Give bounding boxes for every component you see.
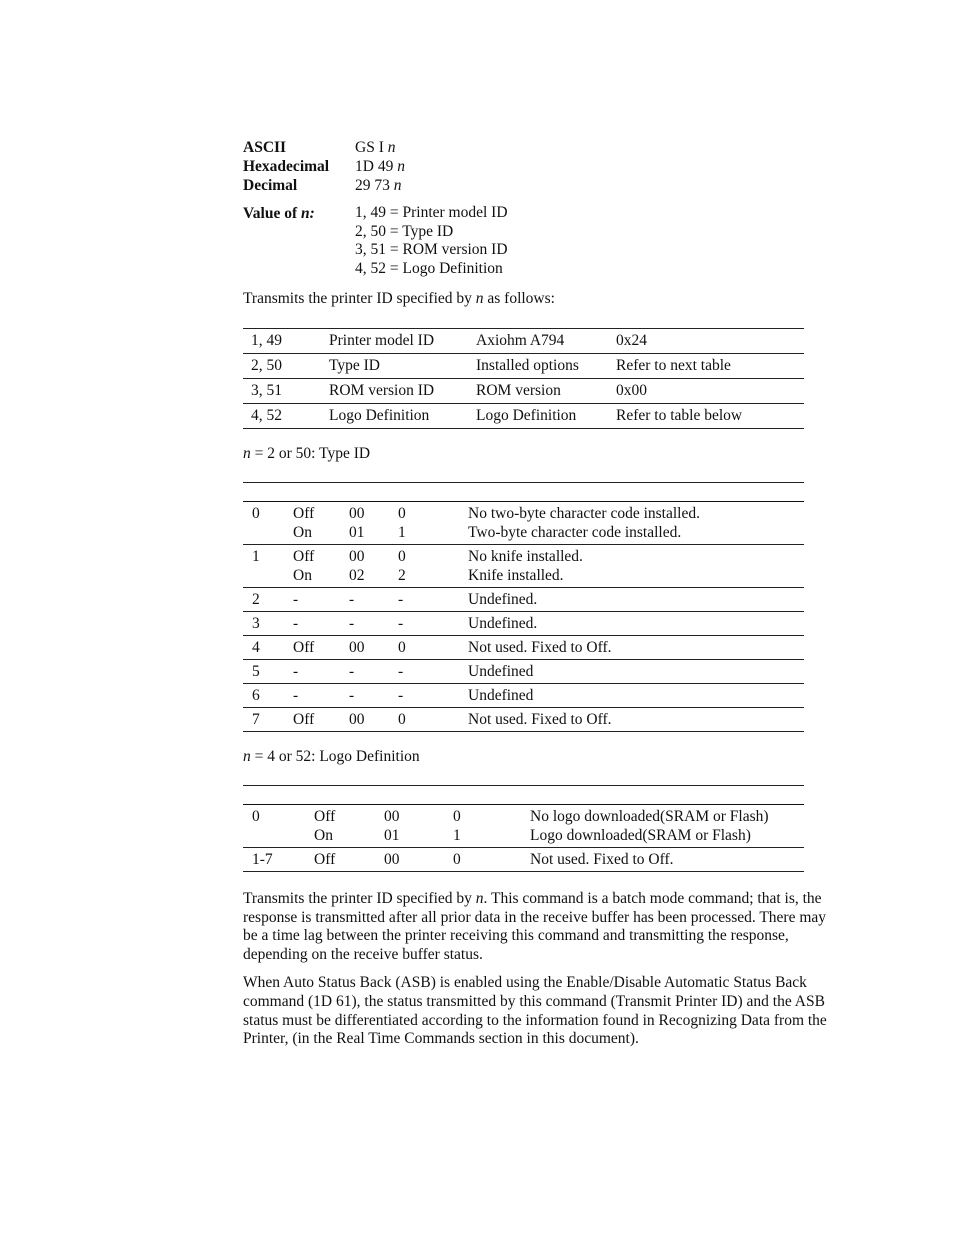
logo-bit-row (243, 847, 804, 871)
intro-text: Transmits the printer ID specified by n as follows: (243, 290, 555, 307)
desc-value: Two-byte character code installed. (468, 523, 682, 541)
type-id-caption: n = 2 or 50: Type ID (243, 444, 371, 462)
desc-value: Knife installed. (468, 566, 564, 584)
header-cell (284, 482, 340, 501)
hex-value: 00 (384, 850, 400, 868)
table-cell: 4, 52 (251, 406, 282, 424)
table-cell: Installed options (476, 356, 579, 374)
hex-value: 00 (349, 638, 365, 656)
state-value: On (314, 826, 333, 844)
command-codes (243, 138, 843, 195)
state-cell (284, 659, 340, 683)
header-cell (375, 785, 444, 804)
code-label: ASCII (243, 139, 287, 156)
table-cell: 0x00 (616, 381, 647, 399)
desc-value: Not used. Fixed to Off. (468, 638, 612, 656)
logo-definition-caption: n = 4 or 52: Logo Definition (243, 747, 420, 765)
code-label: Hexadecimal (243, 158, 330, 175)
value-list (355, 204, 508, 278)
state-cell (284, 611, 340, 635)
state-value: Off (314, 807, 336, 825)
state-value: - (293, 614, 299, 632)
printer-id-table (243, 328, 804, 429)
header-cell (389, 482, 459, 501)
bit-cell: 3 (252, 614, 260, 632)
table-cell: Printer model ID (329, 331, 435, 349)
type-id-bit-row (243, 707, 804, 731)
desc-cell (459, 501, 804, 544)
type-id-bit-row (243, 635, 804, 659)
hex-value: 01 (384, 826, 400, 844)
hex-value: - (349, 614, 355, 632)
header-cell (444, 785, 521, 804)
header-cell (243, 785, 305, 804)
state-cell (284, 587, 340, 611)
state-value: Off (293, 638, 315, 656)
printer-id-row (243, 403, 804, 428)
dec-value: - (398, 662, 404, 680)
type-id-bit-row (243, 544, 804, 587)
table-cell: ROM version (476, 381, 561, 399)
dec-value: 0 (453, 807, 461, 825)
table-header-row (243, 785, 804, 804)
header-cell (340, 482, 389, 501)
desc-cell (459, 659, 804, 683)
desc-cell (521, 847, 804, 871)
printer-id-row (243, 328, 804, 353)
desc-cell (521, 804, 804, 847)
command-page (243, 138, 843, 1049)
dec-value: 0 (453, 850, 461, 868)
state-cell (284, 707, 340, 731)
hex-cell (340, 659, 389, 683)
dec-value: 0 (398, 504, 406, 522)
desc-cell (459, 544, 804, 587)
logo-definition-table (243, 785, 804, 872)
bit-cell: 0 (252, 504, 260, 522)
state-value: Off (293, 710, 315, 728)
dec-cell (389, 659, 459, 683)
bit-cell: 5 (252, 662, 260, 680)
hex-row (243, 157, 843, 176)
bit-cell: 0 (252, 807, 260, 825)
state-cell (284, 501, 340, 544)
code-value: GS I n (355, 139, 396, 156)
state-cell (284, 544, 340, 587)
state-value: Off (293, 547, 315, 565)
dec-cell (389, 501, 459, 544)
dec-cell (444, 804, 521, 847)
desc-value: Undefined. (468, 590, 538, 608)
state-cell (284, 635, 340, 659)
dec-cell (444, 847, 521, 871)
type-id-bit-row (243, 611, 804, 635)
table-cell: ROM version ID (329, 381, 435, 399)
value-item: 3, 51 = ROM version ID (355, 241, 508, 259)
desc-value: Logo downloaded(SRAM or Flash) (530, 826, 751, 844)
state-value: On (293, 566, 312, 584)
hex-cell (340, 683, 389, 707)
state-value: - (293, 686, 299, 704)
hex-value: 00 (349, 504, 365, 522)
code-value: 29 73 n (355, 177, 402, 194)
state-cell (305, 847, 375, 871)
hex-value: 02 (349, 566, 365, 584)
hex-cell (375, 847, 444, 871)
code-label: Decimal (243, 177, 298, 194)
table-cell: Axiohm A794 (476, 331, 565, 349)
dec-value: 1 (398, 523, 406, 541)
bit-cell: 1 (252, 547, 260, 565)
hex-value: 00 (349, 710, 365, 728)
type-id-bit-row (243, 659, 804, 683)
code-value: 1D 49 n (355, 158, 405, 175)
logo-bit-row (243, 804, 804, 847)
desc-value: Undefined (468, 662, 534, 680)
header-cell (305, 785, 375, 804)
hex-value: 00 (384, 807, 400, 825)
type-id-bit-row (243, 501, 804, 544)
bit-cell: 4 (252, 638, 260, 656)
desc-cell (459, 587, 804, 611)
dec-value: - (398, 614, 404, 632)
bit-cell: 6 (252, 686, 260, 704)
dec-value: 0 (398, 547, 406, 565)
hex-value: - (349, 662, 355, 680)
asb-paragraph: When Auto Status Back (ASB) is enabled using the Enable/Disable Automatic Status Back command (1D 61), the status transmitted by this command (Transmit Printer ID) and the ASB status must be differentiated according to the information found in Recognizing Data from the Printer, (in the Real Time Commands section in this document). (243, 973, 827, 1048)
header-cell (459, 482, 804, 501)
desc-cell (459, 611, 804, 635)
desc-value: No knife installed. (468, 547, 583, 565)
desc-value: Not used. Fixed to Off. (468, 710, 612, 728)
desc-cell (459, 683, 804, 707)
desc-value: No two-byte character code installed. (468, 504, 700, 522)
decimal-row (243, 176, 843, 195)
table-cell: 1, 49 (251, 331, 282, 349)
value-item: 1, 49 = Printer model ID (355, 204, 508, 221)
table-cell: Logo Definition (329, 406, 430, 424)
table-cell: 0x24 (616, 331, 647, 349)
hex-value: - (349, 590, 355, 608)
dec-cell (389, 707, 459, 731)
dec-value: 0 (398, 638, 406, 656)
hex-cell (340, 611, 389, 635)
desc-value: No logo downloaded(SRAM or Flash) (530, 807, 769, 825)
state-value: - (293, 662, 299, 680)
desc-value: Undefined. (468, 614, 538, 632)
state-cell (284, 683, 340, 707)
hex-cell (340, 707, 389, 731)
value-item: 2, 50 = Type ID (355, 222, 454, 240)
hex-value: 00 (349, 547, 365, 565)
hex-cell (375, 804, 444, 847)
header-cell (243, 482, 284, 501)
hex-cell (340, 587, 389, 611)
dec-cell (389, 587, 459, 611)
type-id-bit-row (243, 683, 804, 707)
dec-cell (389, 611, 459, 635)
hex-cell (340, 501, 389, 544)
desc-value: Undefined (468, 686, 534, 704)
state-value: - (293, 590, 299, 608)
table-cell: 2, 50 (251, 356, 282, 374)
batch-mode-paragraph: Transmits the printer ID specified by n. This command is a batch mode command; that is, the response is transmitted after all prior data in the receive buffer has been processed. There may be a time lag between the printer receiving this command and transmitting the response, depending on the receive buffer status. (243, 889, 827, 964)
table-cell: 3, 51 (251, 381, 282, 399)
printer-id-row (243, 378, 804, 403)
value-of-n (243, 204, 843, 280)
dec-cell (389, 683, 459, 707)
state-value: On (293, 523, 312, 541)
desc-cell (459, 707, 804, 731)
type-id-table (243, 482, 804, 732)
table-cell: Logo Definition (476, 406, 577, 424)
dec-value: - (398, 590, 404, 608)
type-id-bit-row (243, 587, 804, 611)
dec-cell (389, 544, 459, 587)
table-cell: Refer to next table (616, 356, 731, 374)
bit-cell: 2 (252, 590, 260, 608)
desc-cell (459, 635, 804, 659)
state-value: Off (293, 504, 315, 522)
dec-value: 2 (398, 566, 406, 584)
state-value: Off (314, 850, 336, 868)
value-item: 4, 52 = Logo Definition (355, 259, 503, 277)
table-cell: Refer to table below (616, 406, 743, 424)
header-cell (521, 785, 804, 804)
hex-cell (340, 544, 389, 587)
bit-cell: 1-7 (252, 850, 273, 868)
table-cell: Type ID (329, 356, 380, 374)
dec-value: 1 (453, 826, 461, 844)
hex-value: - (349, 686, 355, 704)
printer-id-row (243, 353, 804, 378)
table-header-row (243, 482, 804, 501)
state-cell (305, 804, 375, 847)
bit-cell: 7 (252, 710, 260, 728)
dec-value: 0 (398, 710, 406, 728)
dec-cell (389, 635, 459, 659)
ascii-row (243, 138, 843, 157)
hex-cell (340, 635, 389, 659)
value-of-label: Value of n: (243, 205, 315, 222)
desc-value: Not used. Fixed to Off. (530, 850, 674, 868)
dec-value: - (398, 686, 404, 704)
hex-value: 01 (349, 523, 365, 541)
